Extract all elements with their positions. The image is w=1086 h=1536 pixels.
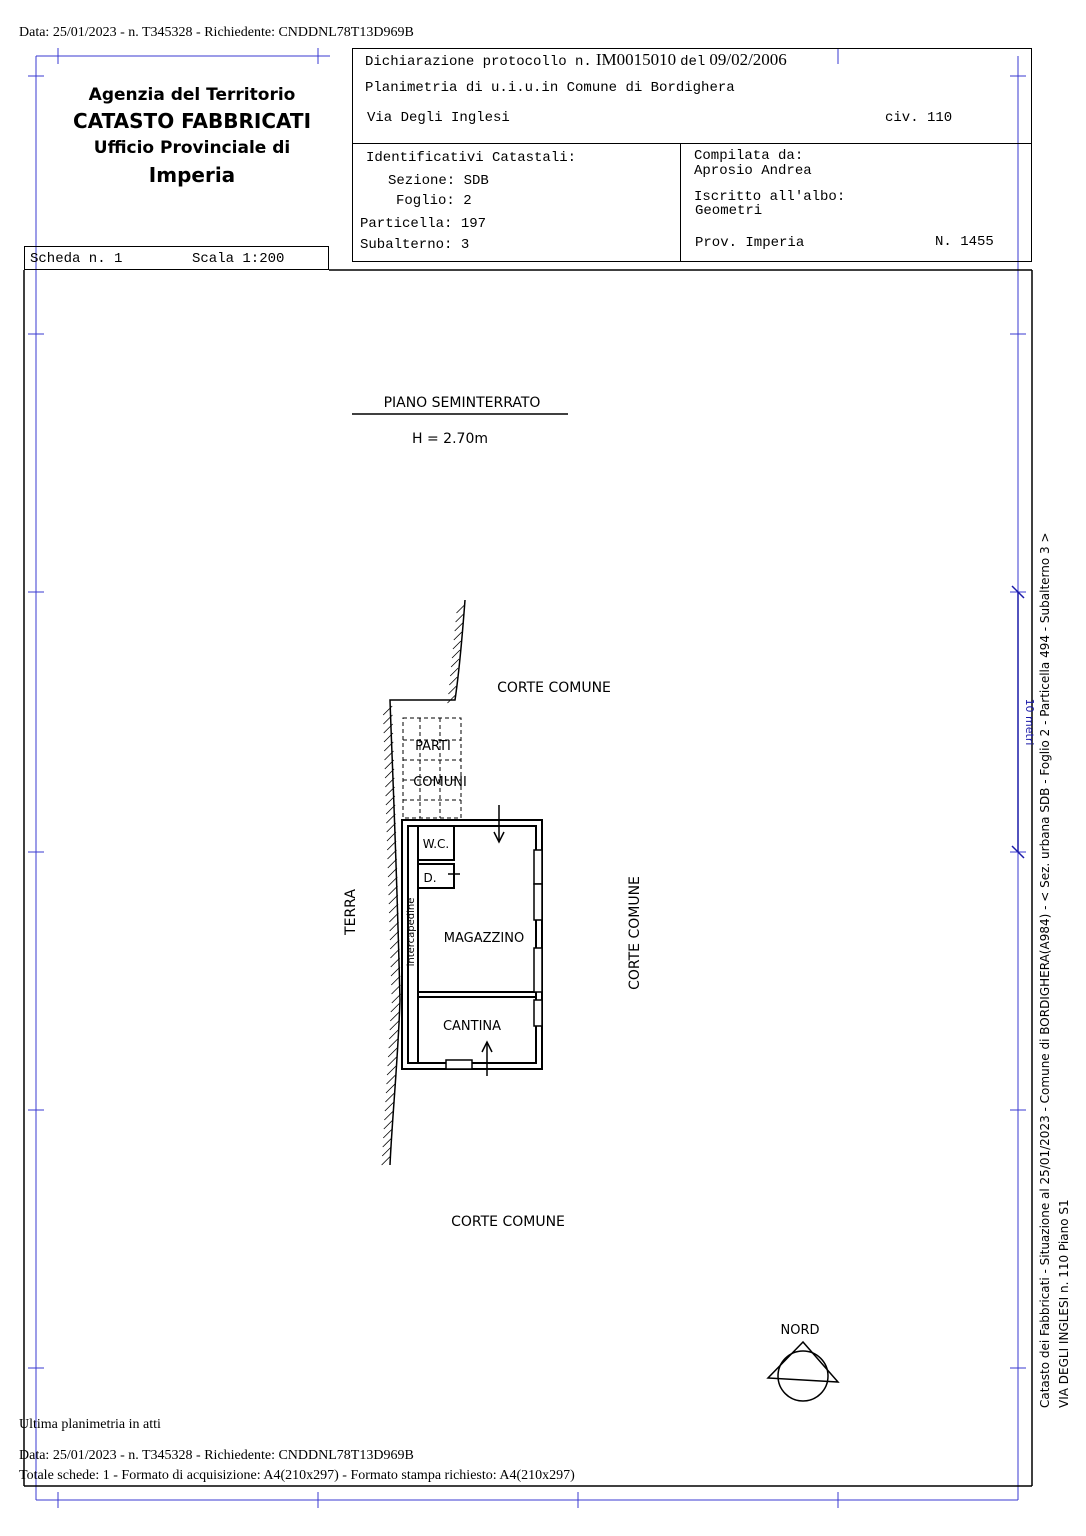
common-parts-area	[403, 718, 461, 818]
compilata-da: Compilata da:	[694, 148, 804, 164]
foglio: Foglio: 2	[396, 193, 472, 209]
request-meta-top: Data: 25/01/2023 - n. T345328 - Richiedente: CNDDNL78T13D969B	[19, 25, 414, 40]
nord-label: NORD	[780, 1323, 820, 1338]
declaration-line: Dichiarazione protocollo n. IM0015010 del 09/02/2006	[365, 50, 787, 70]
protocollo-number: IM0015010	[595, 50, 677, 69]
numero-albo: N. 1455	[935, 234, 994, 250]
north-arrow	[768, 1342, 838, 1401]
terrain-hatching	[382, 605, 465, 1165]
corte-top-label: CORTE COMUNE	[497, 680, 611, 696]
albo: Geometri	[695, 203, 763, 219]
request-meta-bottom: Data: 25/01/2023 - n. T345328 - Richiedente: CNDDNL78T13D969B	[19, 1448, 414, 1463]
provincia-name: Imperia	[148, 163, 236, 187]
corte-right-label: CORTE COMUNE	[627, 876, 643, 990]
compilatore: Aprosio Andrea	[694, 163, 812, 179]
planimetria-line: Planimetria di u.i.u.in Comune di Bordighera	[365, 80, 735, 96]
wc-label: W.C.	[422, 837, 450, 851]
address-street: Via Degli Inglesi	[367, 110, 510, 126]
terra-label: TERRA	[343, 889, 359, 935]
ufficio-label: Ufficio Provinciale di	[93, 138, 291, 158]
scale-label: Scala 1:200	[192, 251, 285, 267]
provincia-albo: Prov. Imperia	[695, 235, 805, 251]
magazzino-label: MAGAZZINO	[443, 931, 525, 946]
intercapedine-label: intercapedine	[406, 897, 417, 967]
scale-bar-label: 10 metri	[1023, 698, 1036, 746]
altezza-label: H = 2.70m	[412, 431, 488, 447]
side-note-line1: Catasto dei Fabbricati - Situazione al 25/01/2023 - Comune di BORDIGHERA(A984) - < Sez. urbana SDB - Foglio 2 - Particella 494 - Subalterno 3 >	[1038, 532, 1052, 1408]
subalterno: Subalterno: 3	[360, 237, 470, 253]
protocollo-date: 09/02/2006	[709, 50, 787, 69]
identificativi-title: Identificativi Catastali:	[366, 150, 577, 166]
address-civic: civ. 110	[885, 110, 953, 126]
scheda-number: Scheda n. 1	[30, 251, 123, 267]
piano-label: PIANO SEMINTERRATO	[383, 395, 541, 411]
parti-label: PARTI	[415, 739, 451, 754]
side-note-line2: VIA DEGLI INGLESI n. 110 Piano S1	[1057, 1199, 1071, 1408]
catasto-title: CATASTO FABBRICATI	[72, 109, 312, 133]
iscritto-albo: Iscritto all'albo:	[694, 189, 846, 205]
ultima-planimetria: Ultima planimetria in atti	[19, 1417, 161, 1432]
d-label: D.	[423, 871, 437, 885]
corte-bottom-label: CORTE COMUNE	[451, 1214, 565, 1230]
agency-name: Agenzia del Territorio	[88, 85, 296, 105]
cantina-label: CANTINA	[442, 1019, 502, 1034]
format-info: Totale schede: 1 - Formato di acquisizione: A4(210x297) - Formato stampa richiesto: A4(210x297)	[19, 1468, 575, 1483]
particella: Particella: 197	[360, 216, 487, 232]
comuni-label: COMUNI	[413, 775, 467, 790]
sezione: Sezione: SDB	[388, 173, 489, 189]
